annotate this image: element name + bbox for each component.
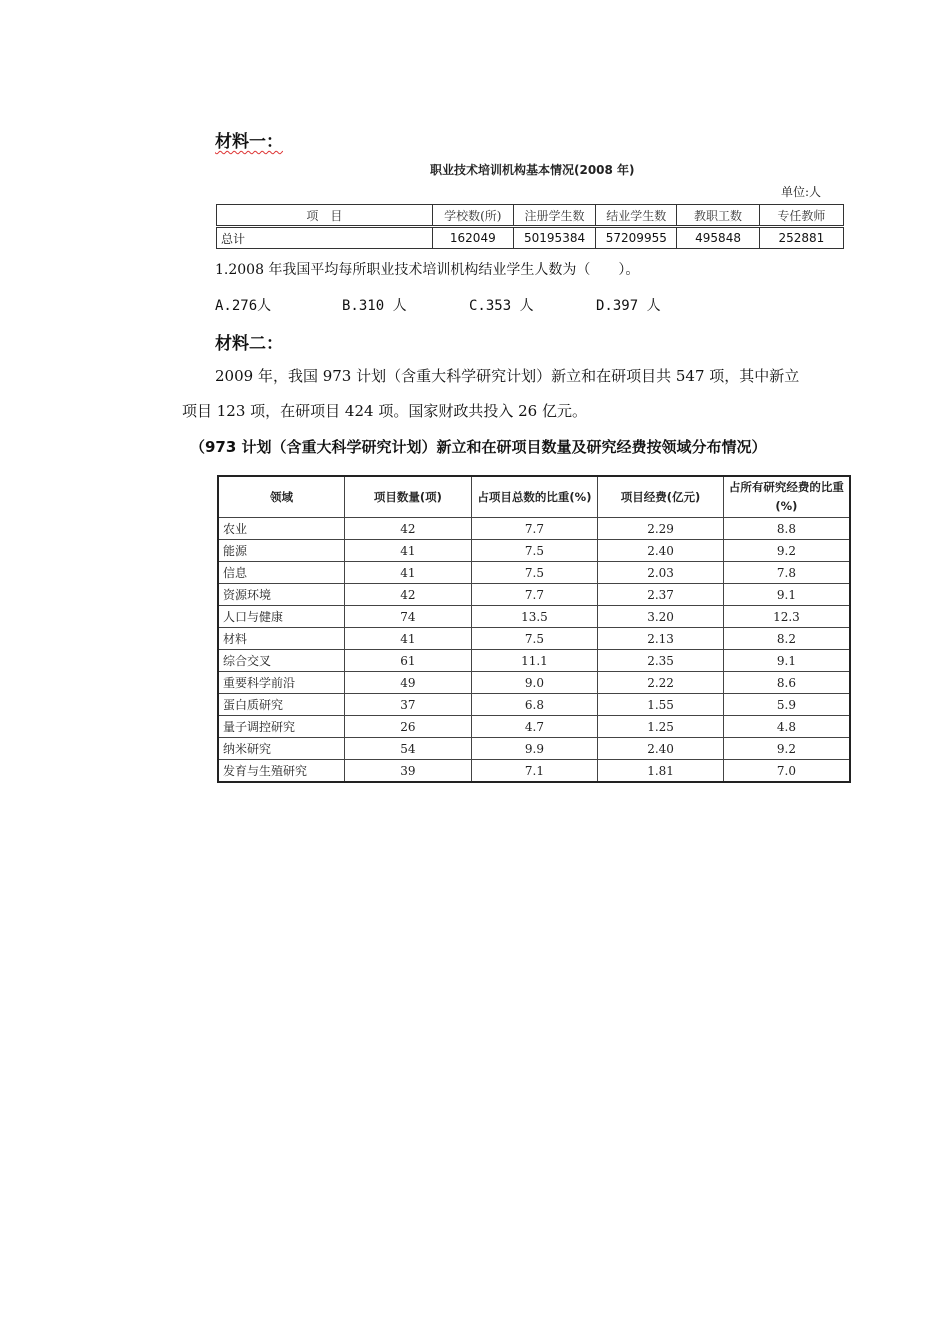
table-cell: 9.1 [723,584,850,606]
table1-header-teachers: 专任教师 [759,205,843,227]
table-row [217,227,844,249]
table-cell: 74 [345,606,472,628]
table-cell: 量子调控研究 [218,716,345,738]
material1-heading [215,127,283,152]
table2-title: （973 计划（含重大科学研究计划）新立和在研项目数量及研究经费按领域分布情况） [190,438,767,456]
table1 [216,204,844,249]
table1-title: 职业技术培训机构基本情况(2008 年) [430,163,635,177]
material2-heading: 材料二： [215,334,283,354]
table-row [218,672,850,694]
table-cell: 农业 [218,518,345,540]
table-cell: 8.8 [723,518,850,540]
table1-header-item: 项 目 [217,205,433,227]
table-row [218,584,850,606]
option-d: D.397 人 [596,298,661,314]
table-cell: 39 [345,760,472,783]
table-cell: 9.9 [471,738,598,760]
table-cell: 4.8 [723,716,850,738]
question1-text: 1.2008 年我国平均每所职业技术培训机构结业学生人数为（ ）。 [215,262,640,278]
table-row [218,738,850,760]
table-cell: 9.2 [723,540,850,562]
table2-body [218,518,850,783]
table-cell: 资源环境 [218,584,345,606]
table-cell: 7.0 [723,760,850,783]
table-cell: 8.6 [723,672,850,694]
table2 [217,475,851,783]
table-cell: 57209955 [596,227,677,249]
table-cell: 2.40 [598,540,724,562]
table-row [218,628,850,650]
table-cell: 49 [345,672,472,694]
table-cell: 13.5 [471,606,598,628]
table-cell: 1.25 [598,716,724,738]
table-cell: 3.20 [598,606,724,628]
table-cell: 4.7 [471,716,598,738]
table-cell: 7.1 [471,760,598,783]
table-cell: 54 [345,738,472,760]
table-row [218,540,850,562]
table-row [218,650,850,672]
table-cell: 7.7 [471,584,598,606]
table-cell: 252881 [759,227,843,249]
table-cell: 2.03 [598,562,724,584]
table-cell: 7.5 [471,628,598,650]
option-a: A.276人 [215,298,272,314]
table-cell: 能源 [218,540,345,562]
table2-header-field: 领域 [218,476,345,518]
table1-unit: 单位:人 [781,185,822,199]
table-cell: 8.2 [723,628,850,650]
table-cell: 综合交叉 [218,650,345,672]
table1-header-registered: 注册学生数 [513,205,595,227]
table-cell: 5.9 [723,694,850,716]
table-cell: 发育与生殖研究 [218,760,345,783]
table-cell: 42 [345,518,472,540]
table-cell: 2.13 [598,628,724,650]
table1-header-graduated: 结业学生数 [596,205,677,227]
table-cell: 人口与健康 [218,606,345,628]
table-cell: 9.0 [471,672,598,694]
table-row [218,518,850,540]
table-cell: 纳米研究 [218,738,345,760]
table1-header-row [217,205,844,227]
table-cell: 蛋白质研究 [218,694,345,716]
table-cell: 9.2 [723,738,850,760]
table2-header-funding: 项目经费(亿元) [598,476,724,518]
material2-paragraph-line1: 2009 年，我国 973 计划（含重大科学研究计划）新立和在研项目共 547 项，其中新立 [215,367,800,385]
table-cell: 1.81 [598,760,724,783]
table-cell: 2.37 [598,584,724,606]
table-cell: 材料 [218,628,345,650]
table1-header-staff: 教职工数 [677,205,759,227]
option-b: B.310 人 [342,298,407,314]
table-cell: 2.29 [598,518,724,540]
table-cell: 2.35 [598,650,724,672]
table-cell: 41 [345,540,472,562]
table-row [218,694,850,716]
table-row [218,760,850,783]
table2-header-count-share: 占项目总数的比重(%) [471,476,598,518]
table-cell: 61 [345,650,472,672]
table-cell: 7.5 [471,540,598,562]
table-cell: 11.1 [471,650,598,672]
material2-paragraph-line2: 项目 123 项，在研项目 424 项。国家财政共投入 26 亿元。 [182,402,587,420]
table-row [218,562,850,584]
table-cell: 重要科学前沿 [218,672,345,694]
table-cell: 12.3 [723,606,850,628]
material1-heading-text: 材料一： [215,132,283,152]
table-cell: 162049 [432,227,513,249]
table-cell: 6.8 [471,694,598,716]
table2-header-count: 项目数量(项) [345,476,472,518]
table-cell: 7.8 [723,562,850,584]
table-cell: 1.55 [598,694,724,716]
table-cell: 37 [345,694,472,716]
table-cell: 50195384 [513,227,595,249]
table-cell: 42 [345,584,472,606]
table-cell: 26 [345,716,472,738]
table-cell: 7.7 [471,518,598,540]
table-cell: 2.40 [598,738,724,760]
table-cell: 信息 [218,562,345,584]
table-cell: 7.5 [471,562,598,584]
table-row [218,716,850,738]
table-cell: 9.1 [723,650,850,672]
table-cell: 总计 [217,227,433,249]
option-c: C.353 人 [469,298,534,314]
table2-header-funding-share: 占所有研究经费的比重(%) [723,476,850,518]
table-cell: 41 [345,628,472,650]
table-cell: 2.22 [598,672,724,694]
table-row [218,606,850,628]
table1-header-schools: 学校数(所) [432,205,513,227]
table-cell: 41 [345,562,472,584]
table-cell: 495848 [677,227,759,249]
table2-header-row [218,476,850,518]
